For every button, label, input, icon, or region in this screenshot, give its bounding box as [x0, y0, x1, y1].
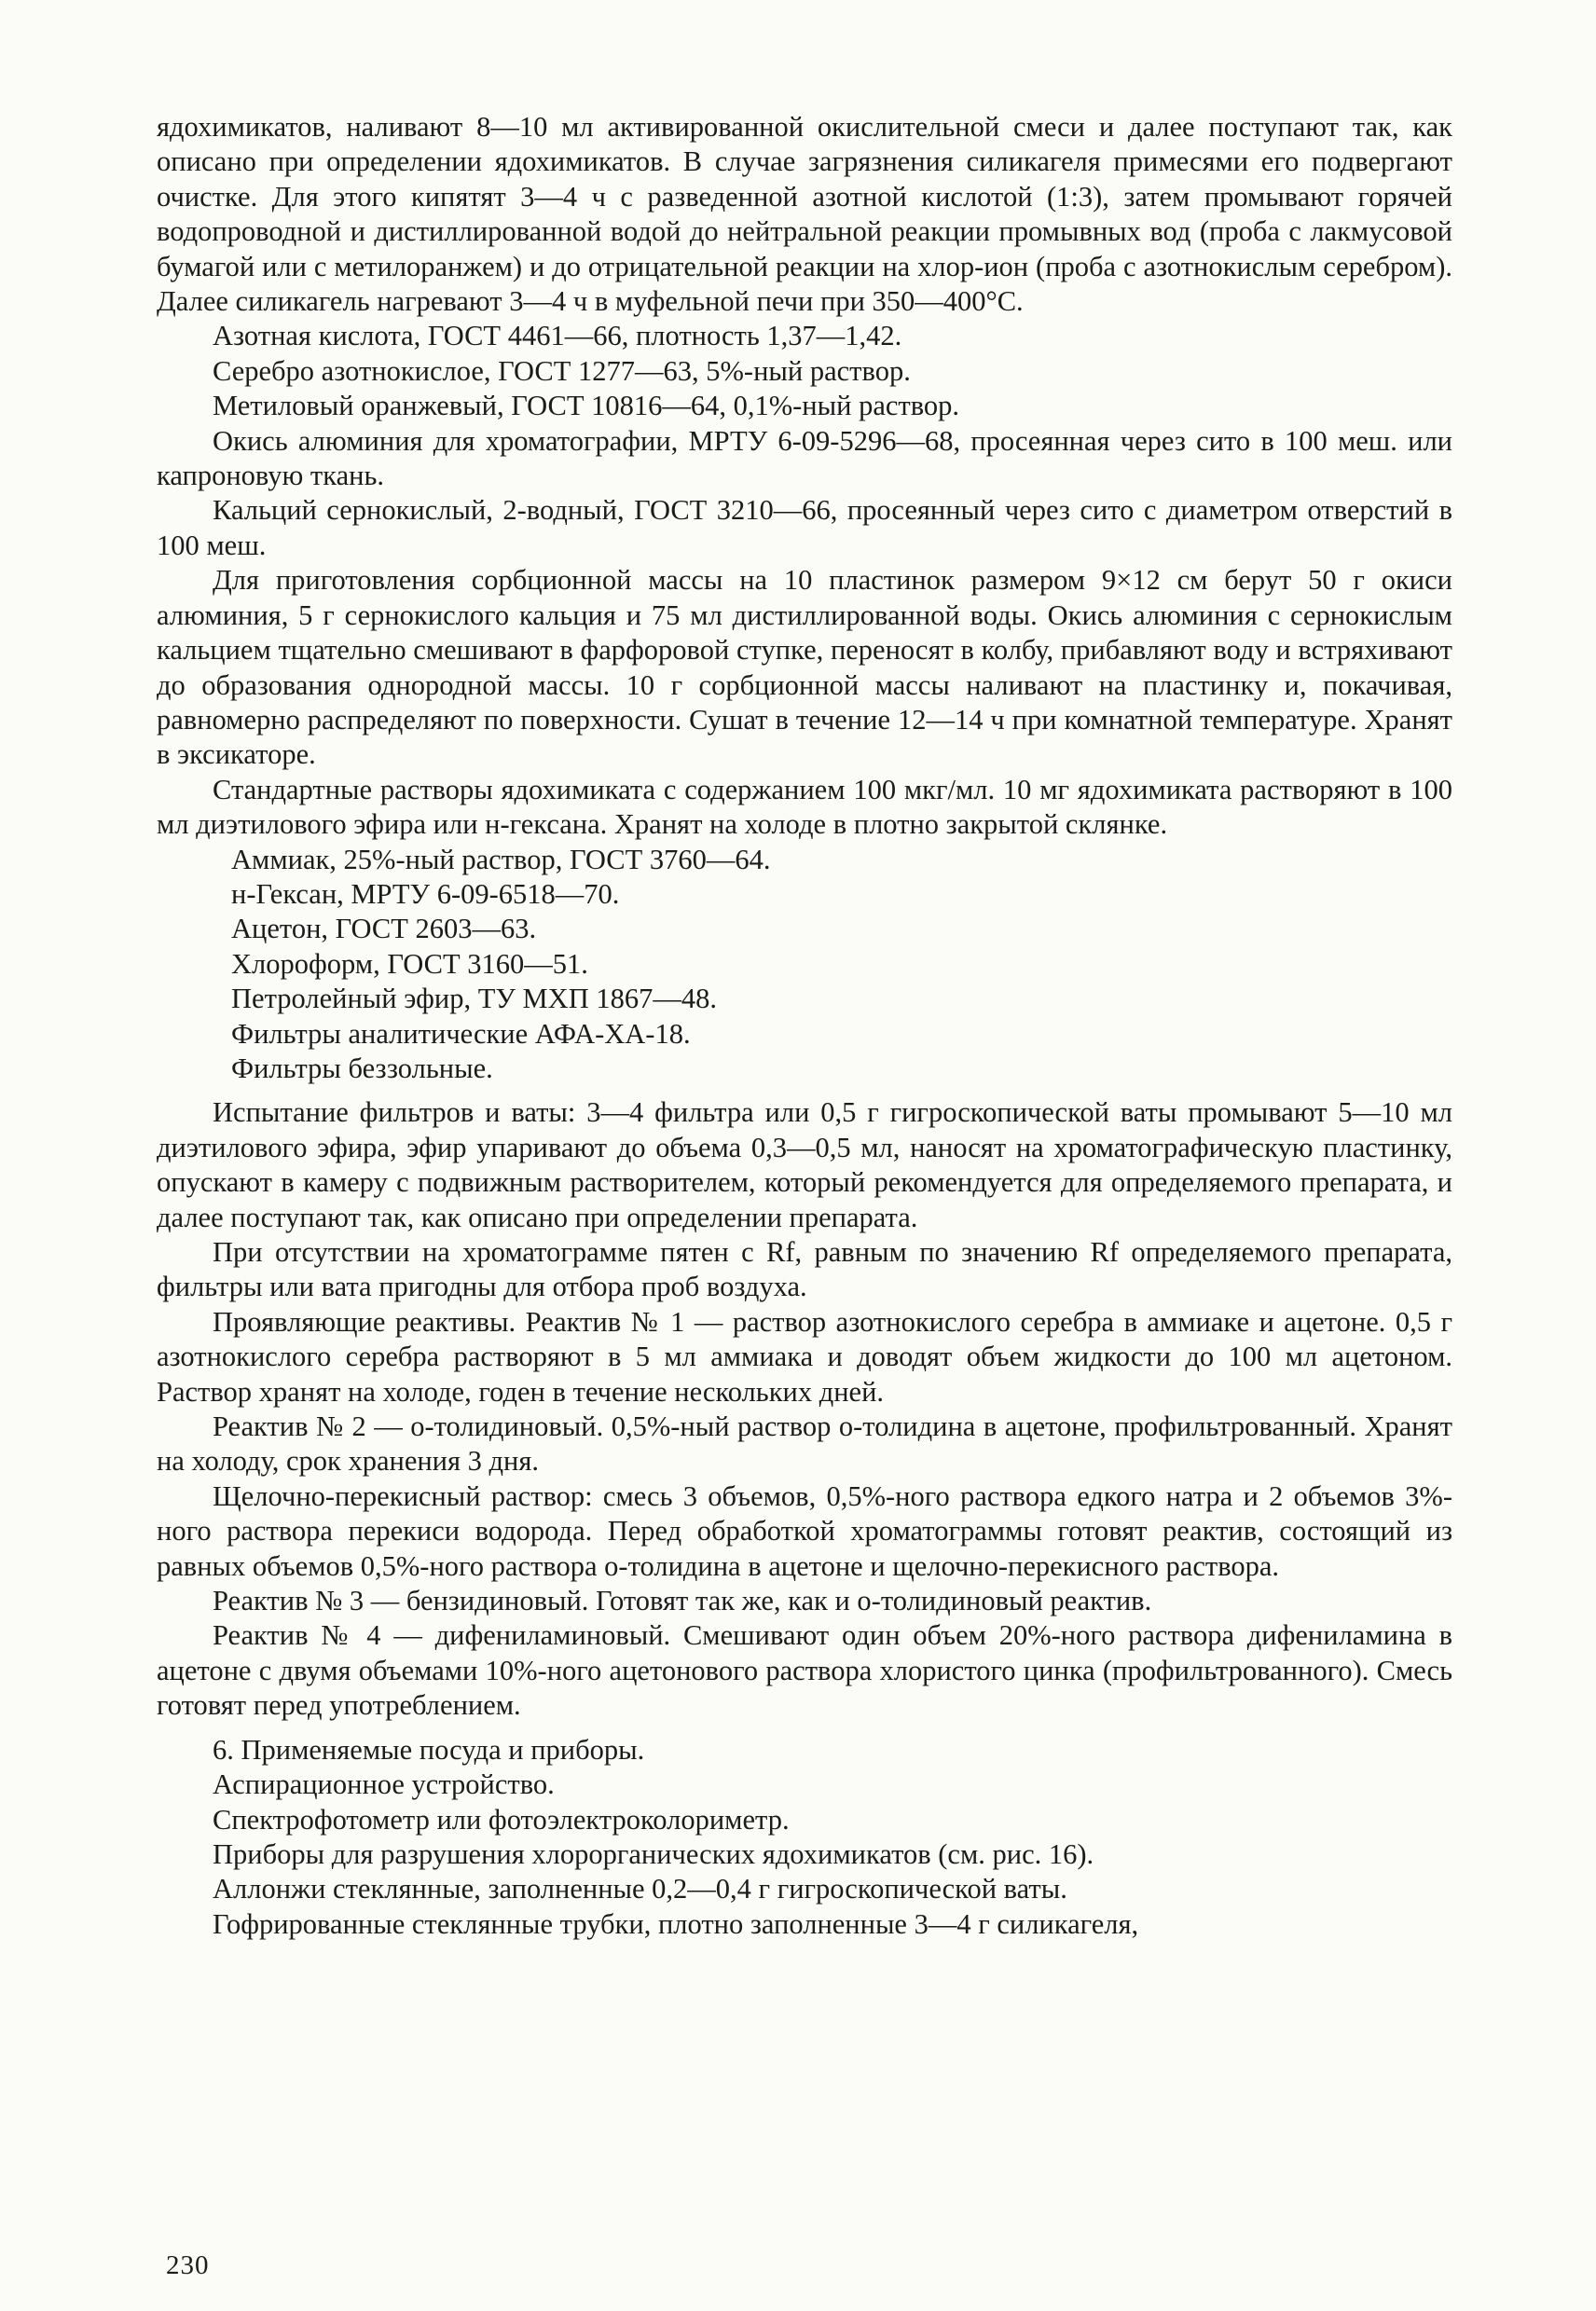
- reagent-item: Фильтры аналитические АФА-ХА-18.: [231, 1017, 691, 1050]
- reagent-item: Ацетон, ГОСТ 2603—63.: [231, 913, 537, 945]
- reagent-item: Хлороформ, ГОСТ 3160—51.: [231, 947, 588, 980]
- paragraph-silica-cleaning: ядохимикатов, наливают 8—10 мл активированной окислительной смеси и далее поступают так, как описано при определении ядохимикатов. В случае загрязнения силикагеля примесями его подвергают очистке. Для этого кипятят 3—4 ч с разведенной азотной кислотой (1:3), затем промывают горячей водопроводной и дистиллированной водой до нейтральной реакции промывных вод (проба с лакмусовой бумагой или с метилоранжем) и до отрицательной реакции на хлор-ион (проба с азотнокислым серебром). Далее силикагель нагревают 3—4 ч в муфельной печи при 350—400°С.: [157, 111, 1452, 318]
- paragraph-reagent-2: Реактив № 2 — о-толидиновый. 0,5%-ный раствор о-толидина в ацетоне, профильтрованный. Хранят на холоду, срок хранения 3 дня.: [157, 1410, 1452, 1478]
- reagent-item: Петролейный эфир, ТУ МХП 1867—48.: [231, 983, 717, 1015]
- paragraph-allonges: Аллонжи стеклянные, заполненные 0,2—0,4 г гигроскопической ваты.: [213, 1873, 1067, 1905]
- paragraph-calcium-sulfate: Кальций сернокислый, 2-водный, ГОСТ 3210—66, просеянный через сито с диаметром отверстий в 100 меш.: [157, 494, 1452, 561]
- page-number: 230: [166, 2250, 210, 2280]
- reagent-item: Аммиак, 25%-ный раствор, ГОСТ 3760—64.: [231, 843, 771, 875]
- paragraph-reagent-3: Реактив № 3 — бензидиновый. Готовят так же, как и о-толидиновый реактив.: [213, 1585, 1152, 1617]
- paragraph-alkaline-peroxide: Щелочно-перекисный раствор: смесь 3 объемов, 0,5%-ного раствора едкого натра и 2 объемов 3%-ного раствора перекиси водорода. Перед обработкой хроматограммы готовят реактив, состоящий из равных объемов 0,5%-ного раствора о-толидина в ацетоне и щелочно-перекисного раствора.: [157, 1479, 1452, 1582]
- paragraph-methyl-orange: Метиловый оранжевый, ГОСТ 10816—64, 0,1%-ный раствор.: [213, 390, 960, 422]
- paragraph-filter-testing: Испытание фильтров и ваты: 3—4 фильтра или 0,5 г гигроскопической ваты промывают 5—10 мл диэтилового эфира, эфир упаривают до объема 0,3—0,5 мл, наносят на хроматографическую пластинку, опускают в камеру с подвижным растворителем, который рекомендуется для определяемого препарата, и далее поступают так, как описано при определении препарата.: [157, 1096, 1452, 1233]
- paragraph-sorbent-preparation: Для приготовления сорбционной массы на 10 пластинок размером 9×12 см берут 50 г окиси алюминия, 5 г сернокислого кальция и 75 мл дистиллированной воды. Окись алюминия с сернокислым кальцием тщательно смешивают в фарфоровой ступке, переносят в колбу, прибавляют воду и встряхивают до образования однородной массы. 10 г сорбционной массы наливают на пластинку и, покачивая, равномерно распределяют по поверхности. Сушат в течение 12—14 ч при комнатной температуре. Хранят в эксикаторе.: [157, 564, 1452, 771]
- equipment-item: Аспирационное устройство.: [213, 1768, 555, 1801]
- equipment-item: Спектрофотометр или фотоэлектроколориметр.: [213, 1803, 790, 1836]
- paragraph-silver-nitrate: Серебро азотнокислое, ГОСТ 1277—63, 5%-ный раствор.: [213, 354, 911, 387]
- paragraph-rf-check: При отсутствии на хроматограмме пятен с Rf, равным по значению Rf определяемого препарата, фильтры или вата пригодны для отбора проб воздуха.: [157, 1236, 1452, 1303]
- paragraph-standard-solutions: Стандартные растворы ядохимиката с содержанием 100 мкг/мл. 10 мг ядохимиката растворяют в 100 мл диэтилового эфира или н-гексана. Хранят на холоде в плотно закрытой склянке.: [157, 773, 1452, 841]
- reagent-list: [157, 843, 1452, 1087]
- paragraph-nitric-acid: Азотная кислота, ГОСТ 4461—66, плотность 1,37—1,42.: [213, 320, 902, 352]
- paragraph-destruction-devices: Приборы для разрушения хлорорганических ядохимикатов (см. рис. 16).: [213, 1837, 1094, 1870]
- body-text: [157, 110, 1452, 1942]
- paragraph-corrugated-tubes: Гофрированные стеклянные трубки, плотно заполненные 3—4 г силикагеля,: [213, 1907, 1139, 1940]
- paragraph-reagent-4: Реактив № 4 — дифениламиновый. Смешивают один объем 20%-ного раствора дифениламина в ацетоне с двумя объемами 10%-ного ацетонового раствора хлористого цинка (профильтрованного). Смесь готовят перед употреблением.: [157, 1619, 1452, 1722]
- paragraph-alumina: Окись алюминия для хроматографии, МРТУ 6-09-5296—68, просеянная через сито в 100 меш. или капроновую ткань.: [157, 424, 1452, 492]
- section-heading: 6. Применяемые посуда и приборы.: [213, 1733, 645, 1766]
- paragraph-reagent-1: Проявляющие реактивы. Реактив № 1 — раствор азотнокислого серебра в аммиаке и ацетоне. 0,5 г азотнокислого серебра растворяют в 5 мл аммиака и доводят объем жидкости до 100 мл ацетоном. Раствор хранят на холоде, годен в течение нескольких дней.: [157, 1305, 1452, 1408]
- reagent-item: Фильтры беззольные.: [231, 1052, 493, 1084]
- reagent-item: н-Гексан, МРТУ 6-09-6518—70.: [231, 877, 620, 910]
